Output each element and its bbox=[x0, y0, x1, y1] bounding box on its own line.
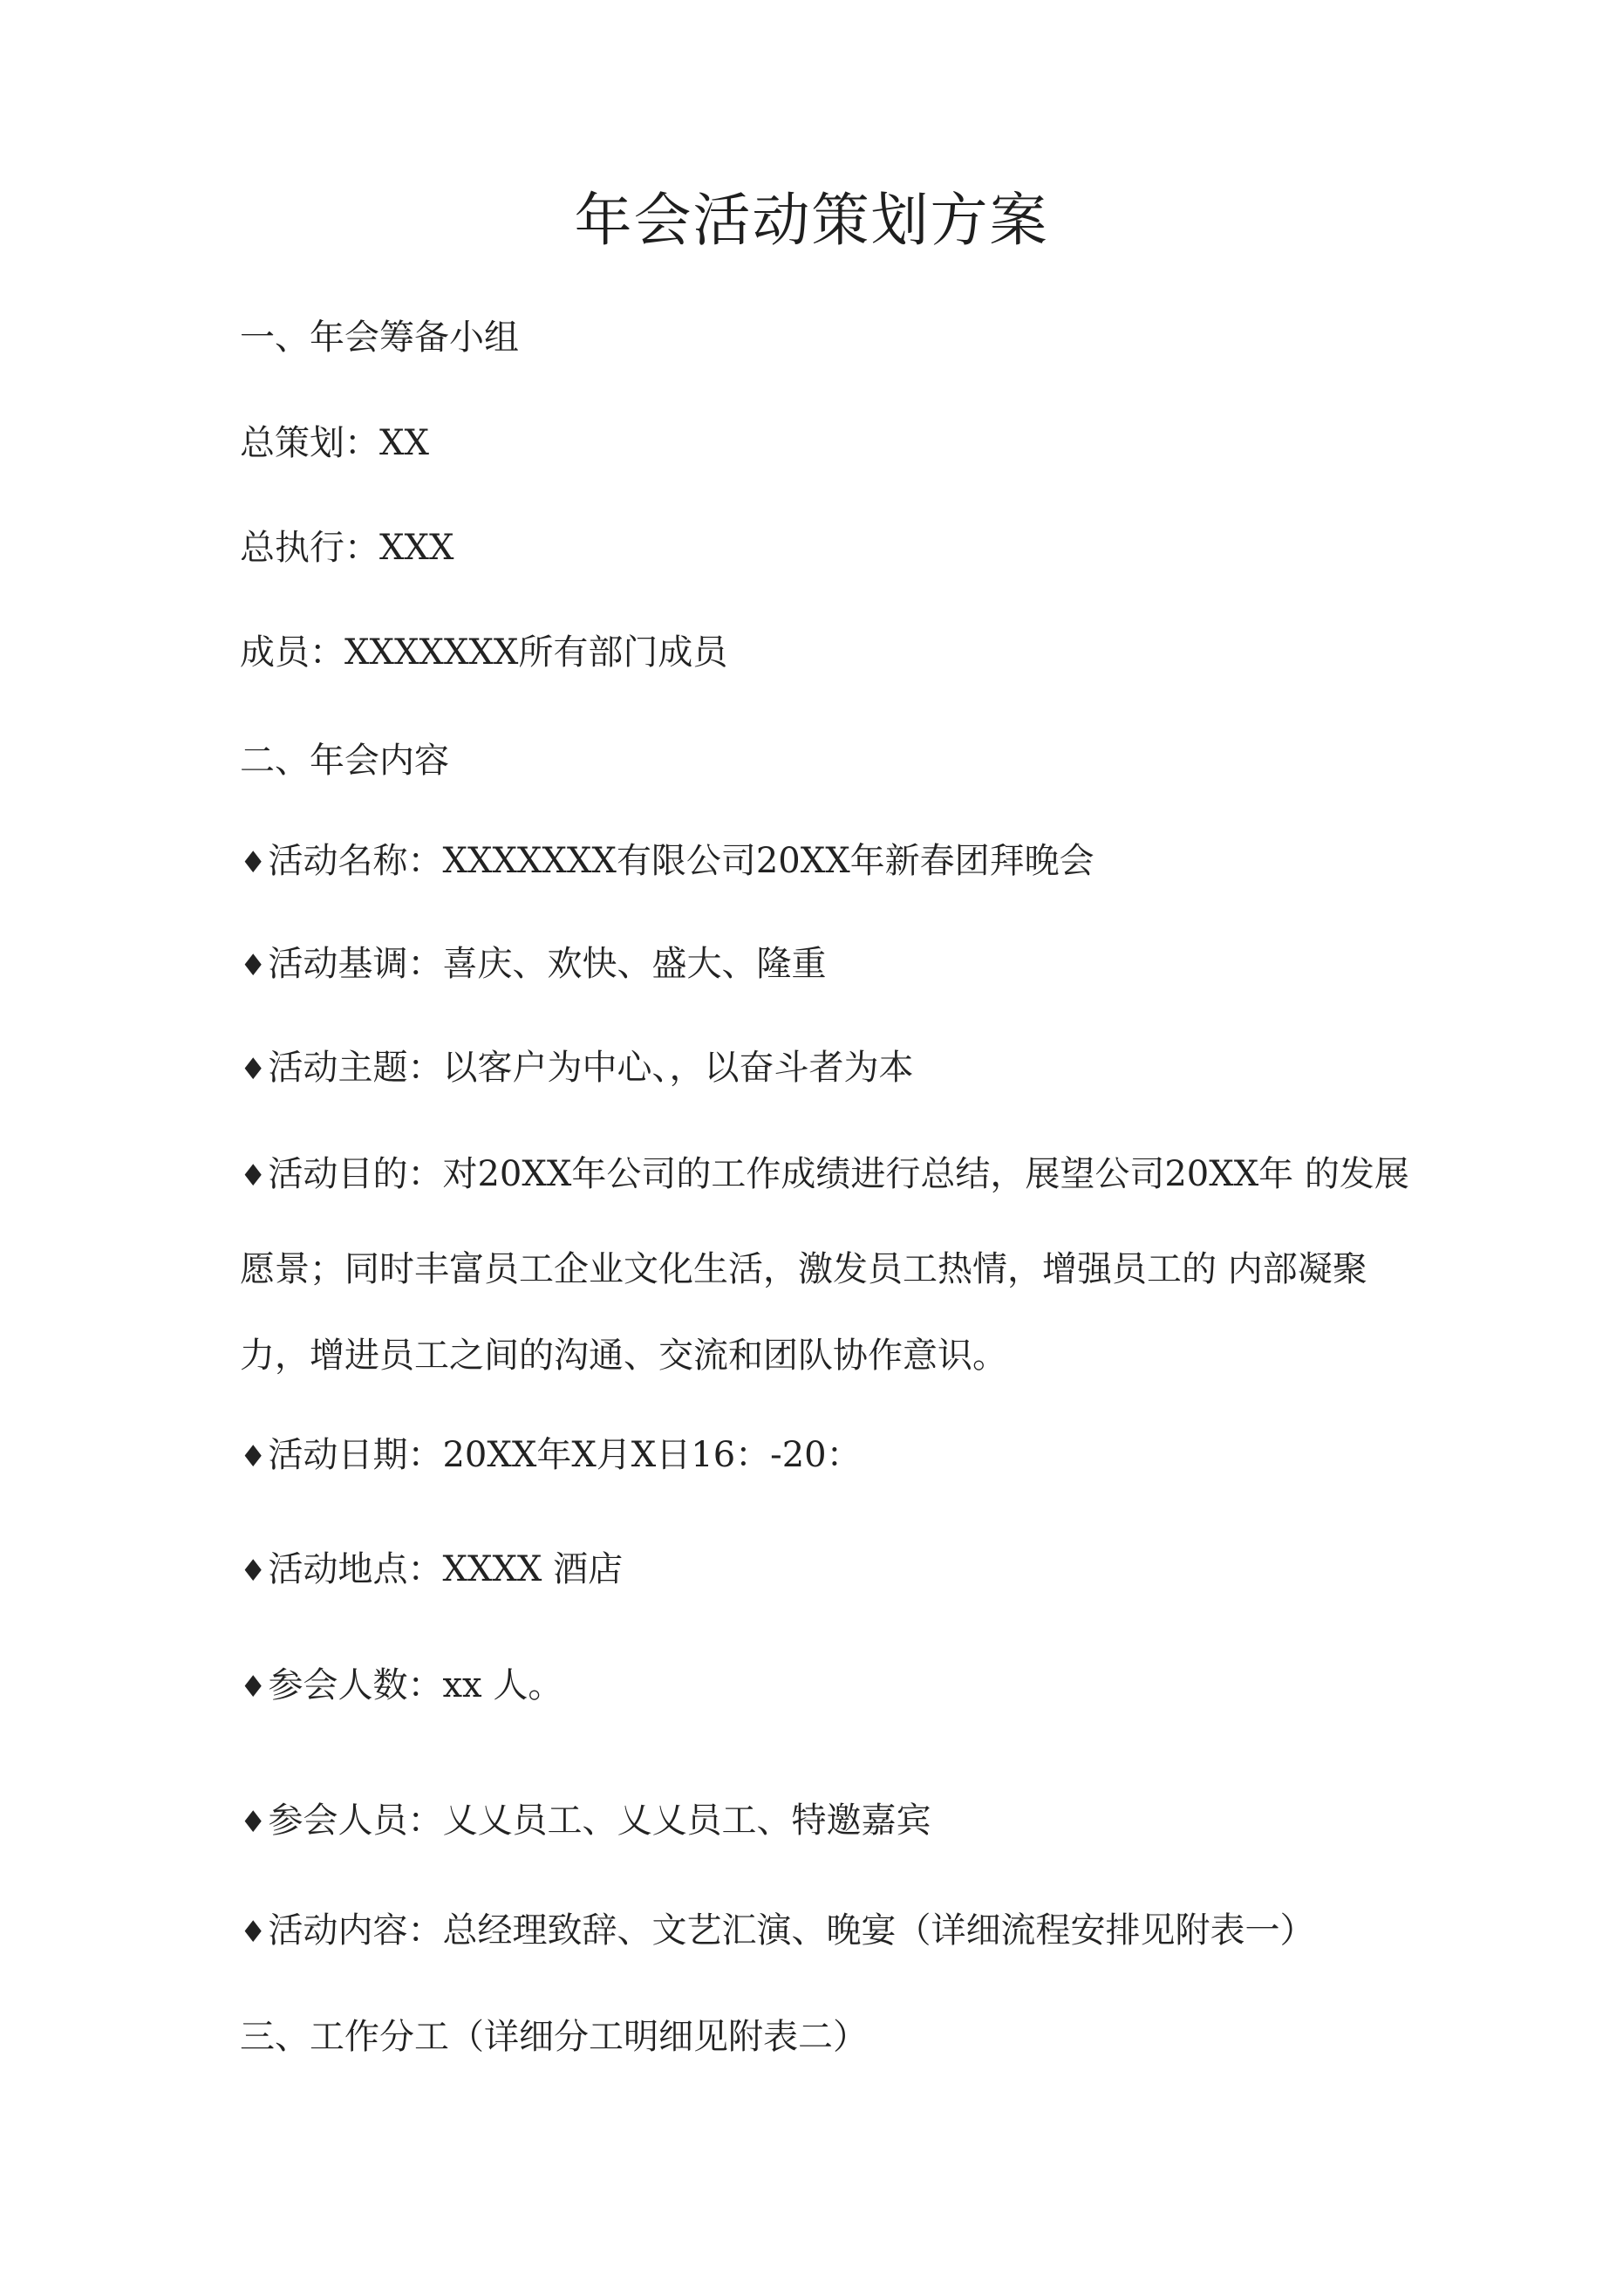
activity-tone-value: 喜庆、欢快、盛大、隆重 bbox=[442, 944, 827, 984]
activity-purpose-line-1 bbox=[240, 1151, 1408, 1199]
activity-tone-line bbox=[240, 940, 1408, 989]
attendees-label: 参会人员： bbox=[268, 1801, 443, 1841]
attendee-count-value: xx 人。 bbox=[442, 1665, 563, 1705]
members-line bbox=[240, 629, 1408, 676]
activity-program-line bbox=[240, 1907, 1408, 1956]
activity-date-value: 20XX年X月X日16：-20： bbox=[442, 1435, 862, 1475]
activity-program-label: 活动内容： bbox=[268, 1910, 443, 1951]
activity-theme-value: 以客户为中心、，以奋斗者为本 bbox=[442, 1048, 914, 1088]
section-heading-work-division: 三、工作分工（详细分工明细见附表二） bbox=[240, 2017, 868, 2057]
activity-name-line bbox=[240, 837, 1408, 886]
activity-purpose-line-2: 愿景；同时丰富员工企业文化生活，激发员工热情，增强员工的 内部凝聚 bbox=[240, 1249, 1367, 1289]
diamond-bullet-icon: ♦ bbox=[240, 1670, 267, 1705]
activity-location-value: XXXX 酒店 bbox=[442, 1549, 624, 1589]
diamond-bullet-icon: ♦ bbox=[240, 948, 267, 983]
activity-location-line bbox=[240, 1546, 1408, 1595]
section-heading-preparation-group: 一、年会筹备小组 bbox=[240, 318, 519, 358]
attendees-line bbox=[240, 1797, 1408, 1846]
diamond-bullet-icon: ♦ bbox=[240, 845, 267, 880]
members-label: 成员： bbox=[240, 632, 344, 673]
section-heading-content: 二、年会内容 bbox=[240, 741, 449, 781]
diamond-bullet-icon: ♦ bbox=[240, 1915, 267, 1950]
activity-location-label: 活动地点： bbox=[268, 1549, 443, 1589]
activity-name-label: 活动名称： bbox=[268, 841, 443, 881]
diamond-bullet-icon: ♦ bbox=[240, 1052, 267, 1087]
activity-theme-line bbox=[240, 1044, 1408, 1093]
members-value: XXXXXXX所有部门成员 bbox=[344, 632, 728, 673]
diamond-bullet-icon: ♦ bbox=[240, 1805, 267, 1840]
activity-purpose-label: 活动目的： bbox=[268, 1154, 443, 1194]
activity-purpose-line-3: 力，增进员工之间的沟通、交流和团队协作意识。 bbox=[240, 1336, 1007, 1376]
attendee-count-label: 参会人数： bbox=[268, 1665, 443, 1705]
activity-program-value: 总经理致辞、文艺汇演、晚宴（详细流程安排见附表一） bbox=[442, 1910, 1315, 1951]
attendee-count-line bbox=[240, 1662, 1408, 1711]
executor-value: XXX bbox=[379, 528, 454, 568]
diamond-bullet-icon: ♦ bbox=[240, 1439, 267, 1474]
activity-theme-label: 活动主题： bbox=[268, 1048, 443, 1088]
diamond-bullet-icon: ♦ bbox=[240, 1554, 267, 1589]
planner-value: XX bbox=[379, 423, 429, 463]
activity-date-line bbox=[240, 1432, 1408, 1480]
document-title: 年会活动策划方案 bbox=[574, 187, 1049, 254]
activity-tone-label: 活动基调： bbox=[268, 944, 443, 984]
planner-label: 总策划： bbox=[240, 423, 379, 463]
activity-name-value: XXXXXXX有限公司20XX年新春团拜晚会 bbox=[442, 841, 1095, 881]
planner-line bbox=[240, 420, 1408, 467]
attendees-value: 乂乂员工、乂乂员工、特邀嘉宾 bbox=[442, 1801, 931, 1841]
executor-line bbox=[240, 524, 1408, 571]
diamond-bullet-icon: ♦ bbox=[240, 1158, 267, 1193]
activity-date-label: 活动日期： bbox=[268, 1435, 443, 1475]
executor-label: 总执行： bbox=[240, 528, 379, 568]
activity-purpose-text-1: 对20XX年公司的工作成绩进行总结，展望公司20XX年 的发展 bbox=[442, 1154, 1409, 1194]
